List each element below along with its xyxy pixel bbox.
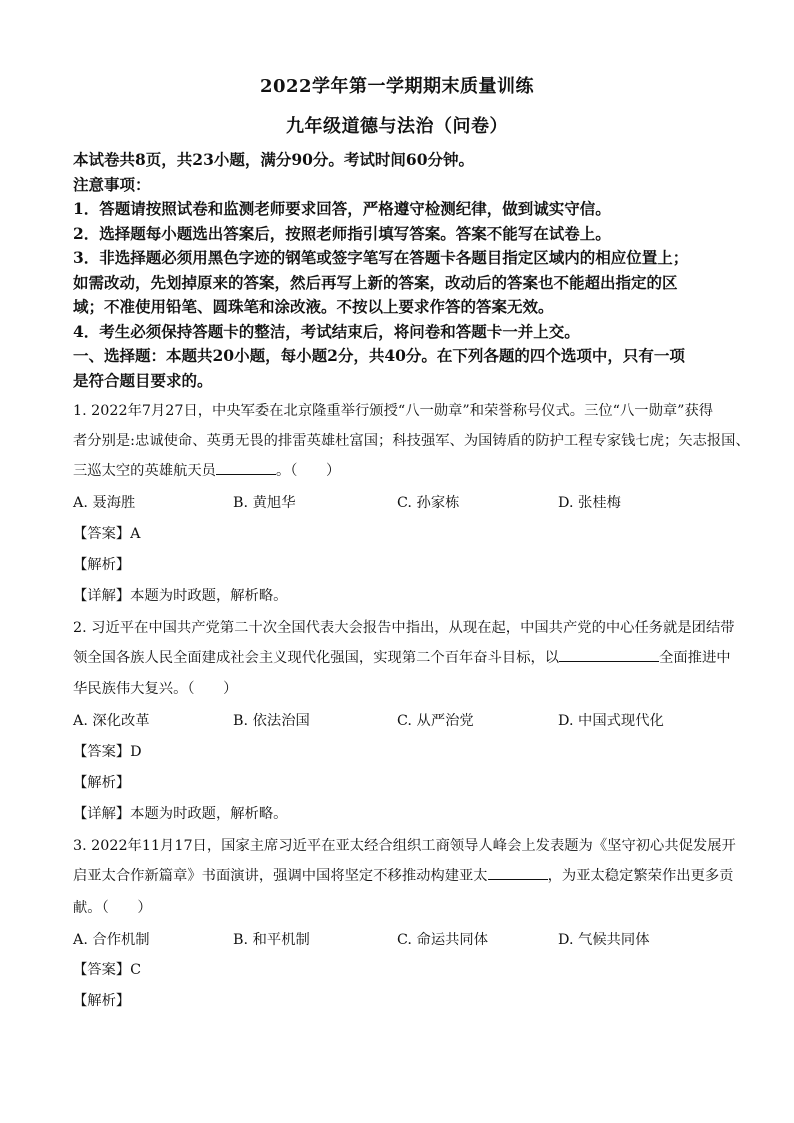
question-1-line-1: 1. 2022年7月27日，中央军委在北京隆重举行颁授“八一勋章”和荣誉称号仪式。三位“八一勋章”获得 bbox=[73, 403, 714, 419]
question-1-line-3 bbox=[73, 460, 340, 480]
question-3-line-2 bbox=[73, 865, 733, 885]
question-2-text-end: 全面推进中 bbox=[659, 650, 731, 666]
q1-option-a: A. 聂海胜 bbox=[73, 495, 136, 511]
notice-item-2: 2．选择题每小题选出答案后，按照老师指引填写答案。答案不能写在试卷上。 bbox=[73, 224, 611, 243]
q2-detail: 【详解】本题为时政题，解析略。 bbox=[73, 806, 288, 822]
answer-blank bbox=[559, 649, 659, 662]
question-2-line-1: 2. 习近平在中国共产党第二十次全国代表大会报告中指出，从现在起，中国共产党的中心任务就是团结带 bbox=[73, 620, 735, 636]
q3-answer: 【答案】C bbox=[73, 962, 142, 978]
question-2-line-2 bbox=[73, 647, 731, 667]
q2-answer: 【答案】D bbox=[73, 744, 142, 760]
notice-item-3a: 3．非选择题必须用黑色字迹的钢笔或签字笔写在答题卡各题目指定区域内的相应位置上； bbox=[73, 248, 689, 267]
question-2-line-3: 华民族伟大复兴。（ ） bbox=[73, 681, 238, 697]
q2-option-a: A. 深化改革 bbox=[73, 713, 150, 729]
question-1-line-2: 者分别是:忠诚使命、英勇无畏的排雷英雄杜富国；科技强军、为国铸盾的防护工程专家钱七虎；矢志报国、 bbox=[73, 433, 750, 449]
q1-option-c: C. 孙家栋 bbox=[397, 495, 460, 511]
q2-option-b: B. 依法治国 bbox=[233, 713, 310, 729]
notice-item-4: 4．考生必须保持答题卡的整洁，考试结束后，将问卷和答题卡一并上交。 bbox=[73, 322, 580, 341]
q1-option-b: B. 黄旭华 bbox=[233, 495, 296, 511]
q1-analysis: 【解析】 bbox=[73, 557, 131, 573]
q3-option-d: D. 气候共同体 bbox=[558, 932, 650, 948]
q1-detail: 【详解】本题为时政题，解析略。 bbox=[73, 588, 288, 604]
q2-option-c: C. 从严治党 bbox=[397, 713, 474, 729]
section-heading-2: 是符合题目要求的。 bbox=[73, 371, 213, 390]
notice-item-3c: 域；不准使用铅笔、圆珠笔和涂改液。不按以上要求作答的答案无效。 bbox=[73, 297, 554, 316]
answer-blank bbox=[216, 462, 276, 475]
question-3-text-end: ，为亚太稳定繁荣作出更多贡 bbox=[547, 868, 734, 884]
q1-option-d: D. 张桂梅 bbox=[558, 495, 621, 511]
exam-info: 本试卷共8页，共23小题，满分90分。考试时间60分钟。 bbox=[73, 150, 474, 169]
section-heading-1: 一、选择题：本题共20小题，每小题2分，共40分。在下列各题的四个选项中，只有一项 bbox=[73, 346, 685, 365]
q3-option-a: A. 合作机制 bbox=[73, 932, 150, 948]
q2-option-d: D. 中国式现代化 bbox=[558, 713, 664, 729]
page-subtitle: 九年级道德与法治（问卷） bbox=[286, 116, 508, 137]
q3-option-b: B. 和平机制 bbox=[233, 932, 310, 948]
question-3-line-3: 献。（ ） bbox=[73, 900, 152, 916]
question-2-text: 领全国各族人民全面建成社会主义现代化强国，实现第二个百年奋斗目标，以 bbox=[73, 650, 560, 666]
question-3-text: 启亚太合作新篇章》书面演讲，强调中国将坚定不移推动构建亚太 bbox=[73, 868, 488, 884]
q2-analysis: 【解析】 bbox=[73, 775, 131, 791]
notice-item-3b: 如需改动，先划掉原来的答案，然后再写上新的答案，改动后的答案也不能超出指定的区 bbox=[73, 273, 678, 292]
notice-heading: 注意事项： bbox=[73, 175, 151, 194]
page-title: 2022学年第一学期期末质量训练 bbox=[259, 76, 535, 97]
q3-analysis: 【解析】 bbox=[73, 993, 131, 1009]
question-1-paren: 。（ ） bbox=[275, 463, 341, 479]
q3-option-c: C. 命运共同体 bbox=[397, 932, 489, 948]
answer-blank bbox=[488, 867, 548, 880]
q1-answer: 【答案】A bbox=[73, 526, 141, 542]
question-1-text: 三巡太空的英雄航天员 bbox=[73, 463, 216, 479]
question-3-line-1: 3. 2022年11月17日，国家主席习近平在亚太经合组织工商领导人峰会上发表题为《坚守初心共促发展开 bbox=[73, 838, 736, 854]
notice-item-1: 1．答题请按照试卷和监测老师要求回答，严格遵守检测纪律，做到诚实守信。 bbox=[73, 199, 611, 218]
